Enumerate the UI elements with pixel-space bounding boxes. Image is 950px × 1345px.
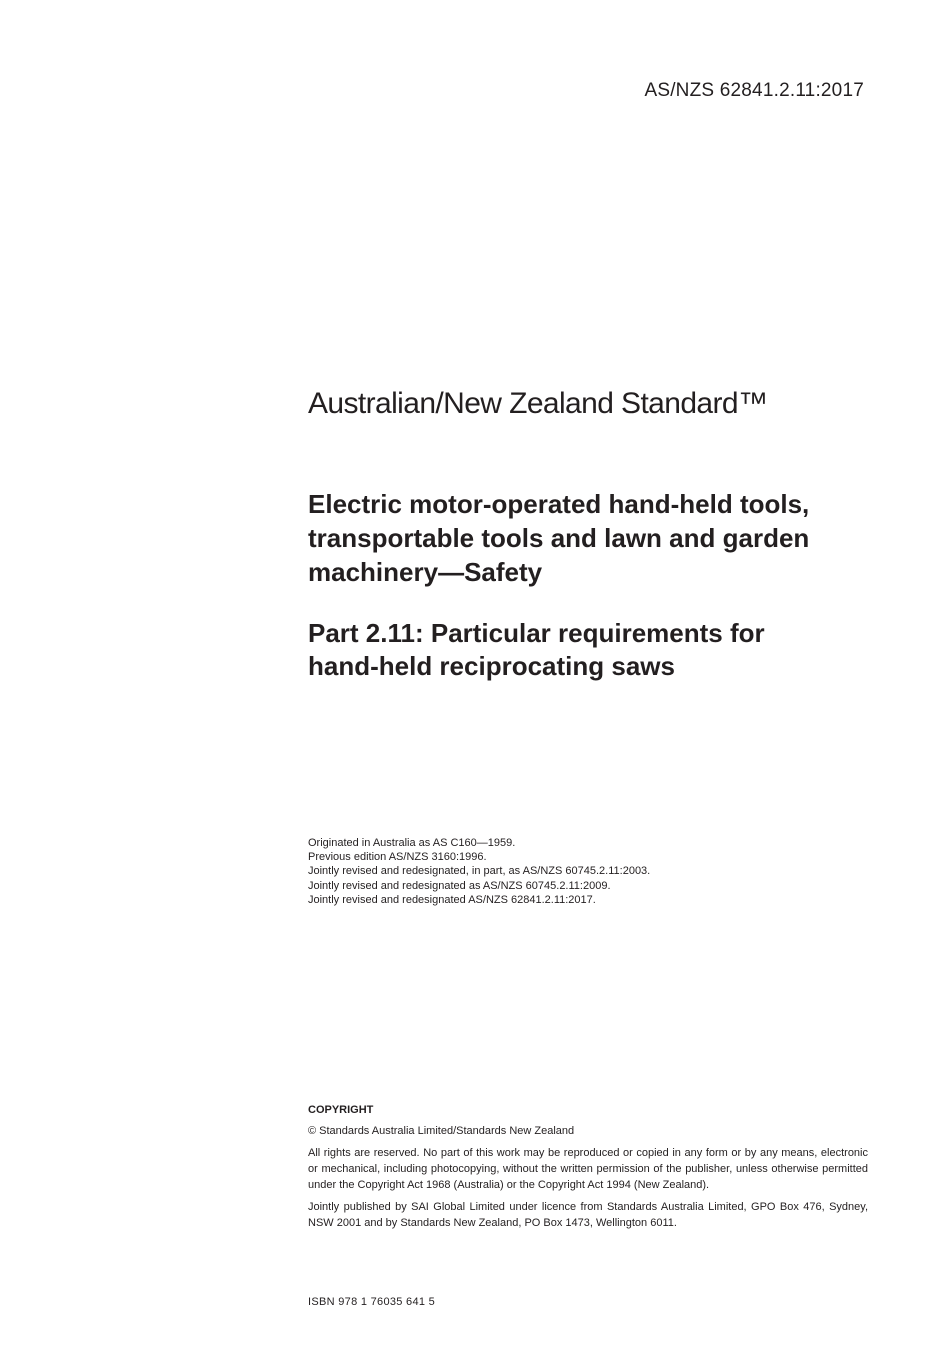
standard-series-title: Australian/New Zealand Standard™ (308, 387, 768, 420)
title-line: transportable tools and lawn and garden (308, 523, 810, 553)
title-line: Electric motor-operated hand-held tools, (308, 489, 810, 519)
part-title-line: Part 2.11: Particular requirements for (308, 618, 765, 648)
title-line: machinery—Safety (308, 557, 543, 587)
copyright-publisher: Jointly published by SAI Global Limited under licence from Standards Australia Limited, GPO Box 476, Sydney, NSW 2001 and by Standards New Zealand, PO Box 1473, Wellington 6011. (308, 1201, 868, 1229)
history-line: Previous edition AS/NZS 3160:1996. (308, 851, 487, 864)
history-line: Jointly revised and redesignated AS/NZS 62841.2.11:2017. (308, 893, 596, 906)
history-line: Jointly revised and redesignated, in part, as AS/NZS 60745.2.11:2003. (308, 865, 651, 878)
copyright-heading: COPYRIGHT (308, 1104, 374, 1116)
part-title (308, 617, 888, 683)
document-title (308, 487, 888, 589)
copyright-owner: © Standards Australia Limited/Standards New Zealand (308, 1125, 575, 1137)
copyright-rights: All rights are reserved. No part of this work may be reproduced or copied in any form or by any means, electronic or mechanical, including photocopying, without the written permission of the publisher, unless otherwise permitted under the Copyright Act 1968 (Australia) or the Copyright Act 1994 (New Zealand). (308, 1147, 868, 1191)
document-number: AS/NZS 62841.2.11:2017 (644, 80, 864, 101)
history-line: Jointly revised and redesignated as AS/NZS 60745.2.11:2009. (308, 879, 611, 892)
publication-history (308, 836, 650, 907)
copyright-block (308, 1102, 868, 1237)
part-title-line: hand-held reciprocating saws (308, 651, 675, 681)
isbn: ISBN 978 1 76035 641 5 (308, 1296, 436, 1308)
history-line: Originated in Australia as AS C160—1959. (308, 837, 516, 849)
